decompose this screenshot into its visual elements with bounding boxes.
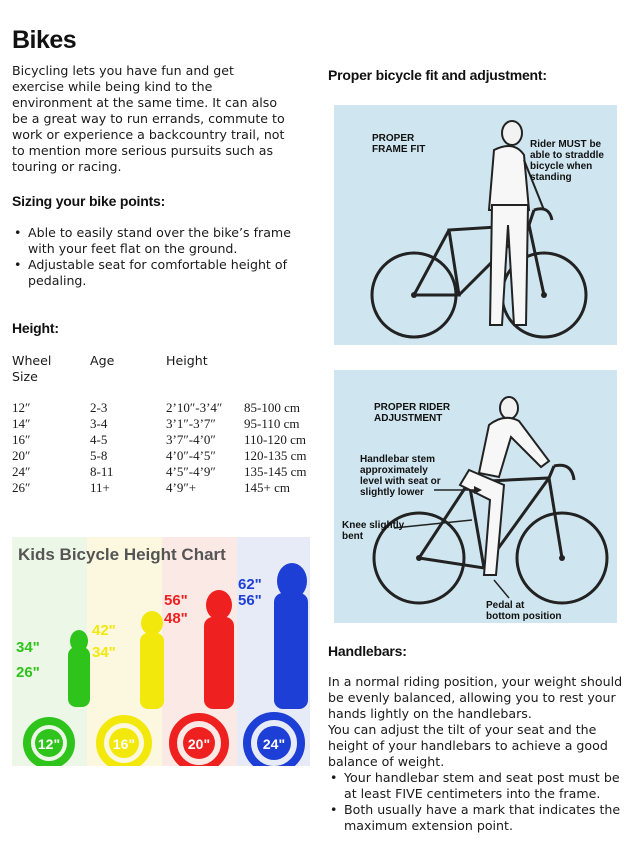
wheel-label: 20" — [187, 736, 211, 752]
table-cell-cm: 85-100 cm — [244, 400, 300, 415]
table-cell-ft: 3’7″-4’0″ — [166, 432, 216, 447]
height-label: 56" — [238, 592, 262, 609]
wheel-label: 12" — [37, 736, 61, 752]
intro-line: Bicycling lets you have fun and get — [12, 63, 234, 78]
frame-fit-note: Rider MUST be able to straddle bicycle when standing — [530, 139, 604, 183]
height-label: 26" — [16, 664, 40, 681]
height-label: 34" — [92, 644, 116, 661]
intro-line: environment at the same time. It can also — [12, 95, 278, 110]
table-cell-ft: 4’5″-4’9″ — [166, 464, 216, 479]
handlebars-heading: Handlebars: — [328, 643, 407, 659]
kids-chart-figures — [12, 537, 310, 766]
table-cell-age: 8-11 — [90, 464, 114, 479]
page-title: Bikes — [12, 26, 77, 54]
height-heading: Height: — [12, 320, 59, 336]
table-cell-age: 5-8 — [90, 448, 108, 463]
table-cell-cm: 95-110 cm — [244, 416, 300, 431]
table-cell-wheel: 16″ — [12, 432, 31, 447]
intro-line: exercise while being kind to the — [12, 79, 213, 94]
intro-line: work or experience a backcountry trail, not — [12, 127, 285, 142]
rider-adjustment-caption: PROPER RIDER ADJUSTMENT — [374, 402, 451, 424]
table-cell-wheel: 20″ — [12, 448, 31, 463]
height-label: 56" — [164, 592, 188, 609]
handlebars-list — [328, 770, 633, 834]
table-cell-wheel: 12″ — [12, 400, 31, 415]
table-cell-wheel: 14″ — [12, 416, 31, 431]
pedal-note: Pedal at bottom position — [486, 600, 562, 622]
table-cell-ft: 4’9″+ — [166, 480, 197, 495]
table-cell-age: 4-5 — [90, 432, 108, 447]
kids-chart-title: Kids Bicycle Height Chart — [18, 545, 226, 564]
knee-note: Knee slightly bent — [342, 520, 405, 542]
list-item: • Adjustable seat for comfortable height of pedaling. — [12, 257, 312, 289]
intro-line: to mention more serious pursuits such as — [12, 143, 274, 158]
height-label: 34" — [16, 639, 40, 656]
table-cell-age: 2-3 — [90, 400, 108, 415]
handlebars-paragraph: In a normal riding position, your weight should be evenly balanced, allowing you to rest your hands lightly on the handlebars. You can adjust the tilt of your seat and the height of your handlebars to achieve a good balance of weight. — [328, 674, 623, 769]
handlebar-stem-note: Handlebar stem approximately level with seat or slightly lower — [360, 454, 441, 498]
wheel-label: 16" — [112, 736, 136, 752]
intro-line: be a great way to run errands, commute to — [12, 111, 285, 126]
table-cell-wheel: 26″ — [12, 480, 31, 495]
table-cell-ft: 4’0″-4’5″ — [166, 448, 216, 463]
col-header-age: Age — [90, 353, 115, 368]
table-cell-age: 3-4 — [90, 416, 108, 431]
intro-paragraph — [12, 63, 312, 175]
sizing-heading: Sizing your bike points: — [12, 193, 166, 209]
col-header-size: Size — [12, 369, 38, 384]
kids-bicycle-height-chart — [12, 537, 310, 766]
intro-line: touring or racing. — [12, 159, 122, 174]
table-cell-cm: 110-120 cm — [244, 432, 306, 447]
col-header-wheel: Wheel — [12, 353, 52, 368]
list-item: • Able to easily stand over the bike’s frame with your feet flat on the ground. — [12, 225, 312, 257]
list-item: • Your handlebar stem and seat post must be at least FIVE centimeters into the frame. — [328, 770, 633, 802]
rider-adjustment-illustration — [334, 370, 617, 623]
table-cell-ft: 3’1″-3’7″ — [166, 416, 216, 431]
table-cell-cm: 120-135 cm — [244, 448, 307, 463]
table-cell-wheel: 24″ — [12, 464, 31, 479]
table-cell-cm: 135-145 cm — [244, 464, 307, 479]
height-label: 42" — [92, 622, 116, 639]
col-header-height: Height — [166, 353, 208, 368]
frame-fit-illustration — [334, 105, 617, 345]
fit-heading: Proper bicycle fit and adjustment: — [328, 67, 547, 83]
table-cell-ft: 2’10″-3’4″ — [166, 400, 223, 415]
list-item: • Both usually have a mark that indicates the maximum extension point. — [328, 802, 633, 834]
height-label: 48" — [164, 610, 188, 627]
frame-fit-caption: PROPER FRAME FIT — [372, 133, 426, 155]
table-cell-age: 11+ — [90, 480, 110, 495]
table-cell-cm: 145+ cm — [244, 480, 290, 495]
wheel-label: 24" — [262, 736, 286, 752]
height-label: 62" — [238, 576, 262, 593]
sizing-list — [12, 225, 312, 289]
